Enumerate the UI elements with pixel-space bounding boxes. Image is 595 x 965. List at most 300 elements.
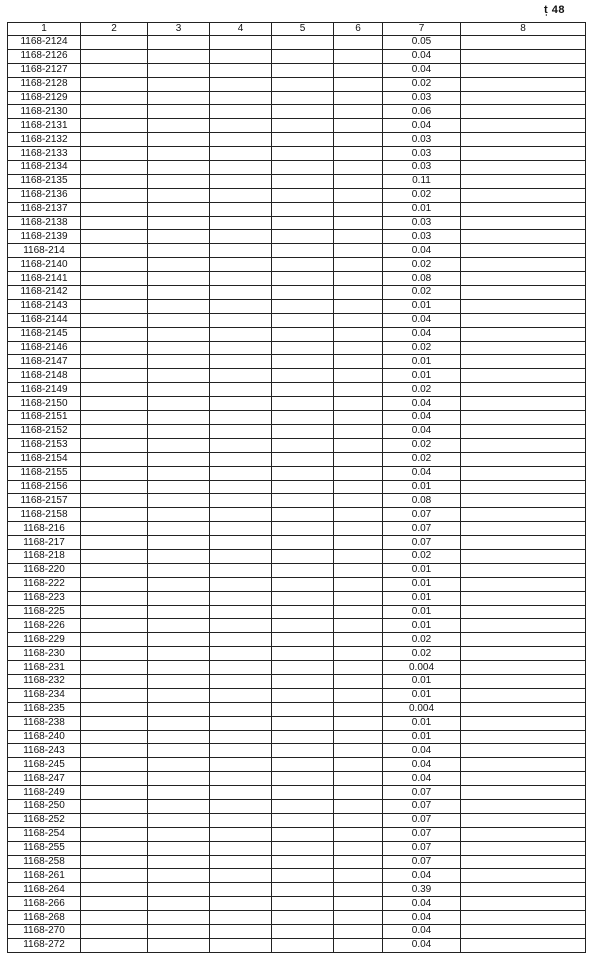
row-id-cell: 1168-2151 [8, 411, 81, 425]
empty-cell [334, 591, 383, 605]
column-header: 6 [334, 23, 383, 36]
column-header: 4 [210, 23, 272, 36]
empty-cell [334, 841, 383, 855]
empty-cell [334, 827, 383, 841]
table-row [8, 605, 586, 619]
empty-cell [272, 786, 334, 800]
empty-cell [210, 869, 272, 883]
row-id-cell: 1168-243 [8, 744, 81, 758]
empty-cell [334, 897, 383, 911]
empty-cell [210, 369, 272, 383]
empty-cell [210, 341, 272, 355]
empty-cell [210, 841, 272, 855]
empty-cell [334, 772, 383, 786]
empty-cell [210, 174, 272, 188]
empty-cell [148, 786, 210, 800]
empty-cell [81, 230, 148, 244]
row-value-cell: 0.02 [383, 438, 461, 452]
empty-cell [461, 855, 586, 869]
empty-cell [148, 286, 210, 300]
empty-cell [461, 244, 586, 258]
header-row [8, 23, 586, 36]
empty-cell [210, 577, 272, 591]
table-row [8, 119, 586, 133]
empty-cell [461, 341, 586, 355]
empty-cell [148, 133, 210, 147]
empty-cell [81, 133, 148, 147]
empty-cell [461, 661, 586, 675]
row-id-cell: 1168-270 [8, 925, 81, 939]
empty-cell [148, 161, 210, 175]
empty-cell [81, 563, 148, 577]
empty-cell [461, 188, 586, 202]
empty-cell [210, 49, 272, 63]
empty-cell [148, 424, 210, 438]
row-id-cell: 1168-261 [8, 869, 81, 883]
row-value-cell: 0.02 [383, 258, 461, 272]
empty-cell [272, 633, 334, 647]
empty-cell [81, 452, 148, 466]
row-value-cell: 0.02 [383, 633, 461, 647]
table-row [8, 716, 586, 730]
row-value-cell: 0.07 [383, 799, 461, 813]
empty-cell [210, 730, 272, 744]
table-row [8, 466, 586, 480]
empty-cell [81, 647, 148, 661]
empty-cell [272, 688, 334, 702]
row-id-cell: 1168-268 [8, 911, 81, 925]
empty-cell [272, 730, 334, 744]
row-id-cell: 1168-2154 [8, 452, 81, 466]
empty-cell [210, 786, 272, 800]
empty-cell [461, 799, 586, 813]
empty-cell [210, 397, 272, 411]
row-id-cell: 1168-222 [8, 577, 81, 591]
row-value-cell: 0.04 [383, 63, 461, 77]
empty-cell [334, 258, 383, 272]
row-value-cell: 0.03 [383, 216, 461, 230]
empty-cell [334, 411, 383, 425]
empty-cell [210, 36, 272, 50]
empty-cell [210, 133, 272, 147]
empty-cell [81, 188, 148, 202]
table-row [8, 744, 586, 758]
table-row [8, 272, 586, 286]
row-id-cell: 1168-231 [8, 661, 81, 675]
ledger-table [7, 22, 586, 953]
empty-cell [148, 91, 210, 105]
page-number: t̩ 48 [544, 4, 565, 16]
empty-cell [334, 855, 383, 869]
empty-cell [272, 244, 334, 258]
row-id-cell: 1168-223 [8, 591, 81, 605]
empty-cell [148, 397, 210, 411]
row-value-cell: 0.08 [383, 494, 461, 508]
table-row [8, 883, 586, 897]
empty-cell [210, 813, 272, 827]
row-value-cell: 0.01 [383, 716, 461, 730]
row-id-cell: 1168-217 [8, 536, 81, 550]
empty-cell [81, 119, 148, 133]
empty-cell [461, 147, 586, 161]
table-row [8, 869, 586, 883]
empty-cell [272, 313, 334, 327]
row-value-cell: 0.06 [383, 105, 461, 119]
row-id-cell: 1168-2133 [8, 147, 81, 161]
empty-cell [81, 36, 148, 50]
row-id-cell: 1168-2149 [8, 383, 81, 397]
row-value-cell: 0.01 [383, 355, 461, 369]
empty-cell [81, 869, 148, 883]
row-id-cell: 1168-2146 [8, 341, 81, 355]
row-value-cell: 0.03 [383, 133, 461, 147]
empty-cell [210, 508, 272, 522]
empty-cell [81, 799, 148, 813]
empty-cell [272, 161, 334, 175]
table-row [8, 772, 586, 786]
empty-cell [148, 855, 210, 869]
empty-cell [272, 855, 334, 869]
empty-cell [334, 925, 383, 939]
row-value-cell: 0.07 [383, 813, 461, 827]
empty-cell [210, 466, 272, 480]
empty-cell [334, 716, 383, 730]
row-id-cell: 1168-250 [8, 799, 81, 813]
empty-cell [272, 522, 334, 536]
table-row [8, 799, 586, 813]
empty-cell [210, 63, 272, 77]
empty-cell [461, 674, 586, 688]
row-id-cell: 1168-2139 [8, 230, 81, 244]
table-row [8, 452, 586, 466]
empty-cell [210, 702, 272, 716]
empty-cell [148, 327, 210, 341]
empty-cell [272, 661, 334, 675]
empty-cell [81, 438, 148, 452]
row-id-cell: 1168-226 [8, 619, 81, 633]
empty-cell [148, 591, 210, 605]
row-id-cell: 1168-234 [8, 688, 81, 702]
empty-cell [272, 925, 334, 939]
empty-cell [210, 522, 272, 536]
empty-cell [148, 577, 210, 591]
empty-cell [461, 452, 586, 466]
empty-cell [81, 77, 148, 91]
empty-cell [210, 799, 272, 813]
empty-cell [148, 883, 210, 897]
empty-cell [272, 702, 334, 716]
row-id-cell: 1168-2127 [8, 63, 81, 77]
row-value-cell: 0.01 [383, 563, 461, 577]
empty-cell [210, 619, 272, 633]
empty-cell [461, 925, 586, 939]
row-id-cell: 1168-214 [8, 244, 81, 258]
empty-cell [210, 716, 272, 730]
empty-cell [334, 383, 383, 397]
empty-cell [148, 549, 210, 563]
row-value-cell: 0.04 [383, 938, 461, 952]
row-value-cell: 0.04 [383, 411, 461, 425]
table-row [8, 133, 586, 147]
column-header: 8 [461, 23, 586, 36]
empty-cell [148, 313, 210, 327]
row-id-cell: 1168-238 [8, 716, 81, 730]
empty-cell [272, 91, 334, 105]
empty-cell [272, 147, 334, 161]
empty-cell [272, 299, 334, 313]
empty-cell [148, 355, 210, 369]
empty-cell [272, 119, 334, 133]
row-value-cell: 0.01 [383, 688, 461, 702]
row-value-cell: 0.01 [383, 619, 461, 633]
empty-cell [461, 508, 586, 522]
empty-cell [210, 674, 272, 688]
empty-cell [81, 813, 148, 827]
table-row [8, 661, 586, 675]
empty-cell [148, 841, 210, 855]
empty-cell [461, 299, 586, 313]
empty-cell [272, 369, 334, 383]
empty-cell [210, 161, 272, 175]
row-value-cell: 0.39 [383, 883, 461, 897]
empty-cell [272, 480, 334, 494]
empty-cell [148, 925, 210, 939]
empty-cell [81, 758, 148, 772]
row-value-cell: 0.03 [383, 91, 461, 105]
empty-cell [334, 688, 383, 702]
empty-cell [272, 355, 334, 369]
empty-cell [461, 49, 586, 63]
empty-cell [148, 647, 210, 661]
empty-cell [272, 813, 334, 827]
empty-cell [210, 744, 272, 758]
row-value-cell: 0.02 [383, 77, 461, 91]
empty-cell [334, 702, 383, 716]
column-header: 5 [272, 23, 334, 36]
empty-cell [148, 452, 210, 466]
empty-cell [210, 563, 272, 577]
table-row [8, 897, 586, 911]
row-id-cell: 1168-2157 [8, 494, 81, 508]
empty-cell [272, 619, 334, 633]
row-id-cell: 1168-2129 [8, 91, 81, 105]
empty-cell [334, 730, 383, 744]
empty-cell [334, 674, 383, 688]
empty-cell [334, 188, 383, 202]
table-row [8, 702, 586, 716]
row-id-cell: 1168-218 [8, 549, 81, 563]
empty-cell [461, 286, 586, 300]
table-row [8, 91, 586, 105]
empty-cell [461, 730, 586, 744]
empty-cell [148, 730, 210, 744]
empty-cell [461, 397, 586, 411]
row-id-cell: 1168-232 [8, 674, 81, 688]
empty-cell [148, 508, 210, 522]
empty-cell [272, 563, 334, 577]
empty-cell [272, 383, 334, 397]
empty-cell [148, 897, 210, 911]
empty-cell [81, 619, 148, 633]
empty-cell [334, 299, 383, 313]
empty-cell [148, 772, 210, 786]
empty-cell [210, 91, 272, 105]
row-value-cell: 0.04 [383, 744, 461, 758]
empty-cell [272, 549, 334, 563]
empty-cell [81, 841, 148, 855]
empty-cell [148, 36, 210, 50]
table-row [8, 397, 586, 411]
empty-cell [81, 174, 148, 188]
row-id-cell: 1168-220 [8, 563, 81, 577]
empty-cell [148, 744, 210, 758]
empty-cell [210, 536, 272, 550]
empty-cell [81, 411, 148, 425]
empty-cell [272, 647, 334, 661]
row-id-cell: 1168-2143 [8, 299, 81, 313]
row-value-cell: 0.04 [383, 772, 461, 786]
empty-cell [334, 147, 383, 161]
empty-cell [461, 688, 586, 702]
table-row [8, 188, 586, 202]
empty-cell [461, 758, 586, 772]
empty-cell [272, 63, 334, 77]
empty-cell [272, 869, 334, 883]
empty-cell [272, 133, 334, 147]
row-value-cell: 0.01 [383, 591, 461, 605]
empty-cell [461, 91, 586, 105]
empty-cell [148, 119, 210, 133]
row-id-cell: 1168-2138 [8, 216, 81, 230]
empty-cell [334, 438, 383, 452]
table-row [8, 494, 586, 508]
empty-cell [461, 411, 586, 425]
table-body [8, 36, 586, 953]
empty-cell [461, 119, 586, 133]
empty-cell [81, 244, 148, 258]
empty-cell [272, 327, 334, 341]
empty-cell [81, 786, 148, 800]
empty-cell [210, 452, 272, 466]
empty-cell [461, 480, 586, 494]
empty-cell [272, 258, 334, 272]
empty-cell [210, 772, 272, 786]
empty-cell [81, 424, 148, 438]
table-row [8, 633, 586, 647]
empty-cell [81, 494, 148, 508]
column-header: 3 [148, 23, 210, 36]
row-value-cell: 0.04 [383, 925, 461, 939]
row-value-cell: 0.07 [383, 827, 461, 841]
empty-cell [210, 438, 272, 452]
empty-cell [334, 577, 383, 591]
empty-cell [210, 758, 272, 772]
empty-cell [210, 272, 272, 286]
row-id-cell: 1168-2137 [8, 202, 81, 216]
empty-cell [210, 883, 272, 897]
empty-cell [461, 577, 586, 591]
empty-cell [334, 522, 383, 536]
row-id-cell: 1168-229 [8, 633, 81, 647]
row-id-cell: 1168-240 [8, 730, 81, 744]
empty-cell [334, 799, 383, 813]
empty-cell [81, 730, 148, 744]
row-id-cell: 1168-2156 [8, 480, 81, 494]
table-row [8, 341, 586, 355]
table-row [8, 161, 586, 175]
table-row [8, 216, 586, 230]
empty-cell [461, 313, 586, 327]
table-row [8, 591, 586, 605]
empty-cell [210, 188, 272, 202]
empty-cell [210, 244, 272, 258]
empty-cell [334, 133, 383, 147]
empty-cell [210, 591, 272, 605]
empty-cell [461, 702, 586, 716]
empty-cell [461, 605, 586, 619]
empty-cell [272, 508, 334, 522]
empty-cell [81, 536, 148, 550]
empty-cell [210, 424, 272, 438]
row-id-cell: 1168-235 [8, 702, 81, 716]
row-id-cell: 1168-2141 [8, 272, 81, 286]
row-id-cell: 1168-258 [8, 855, 81, 869]
empty-cell [210, 494, 272, 508]
empty-cell [210, 77, 272, 91]
table-row [8, 674, 586, 688]
empty-cell [272, 494, 334, 508]
row-value-cell: 0.02 [383, 341, 461, 355]
empty-cell [461, 813, 586, 827]
empty-cell [81, 49, 148, 63]
empty-cell [81, 897, 148, 911]
empty-cell [81, 161, 148, 175]
empty-cell [272, 605, 334, 619]
empty-cell [272, 424, 334, 438]
empty-cell [148, 188, 210, 202]
empty-cell [334, 105, 383, 119]
empty-cell [461, 216, 586, 230]
empty-cell [81, 633, 148, 647]
empty-cell [81, 327, 148, 341]
empty-cell [461, 536, 586, 550]
table-row [8, 327, 586, 341]
empty-cell [210, 105, 272, 119]
empty-cell [272, 466, 334, 480]
table-row [8, 286, 586, 300]
table-row [8, 813, 586, 827]
table-row [8, 313, 586, 327]
empty-cell [334, 647, 383, 661]
row-value-cell: 0.01 [383, 480, 461, 494]
empty-cell [81, 91, 148, 105]
empty-cell [334, 63, 383, 77]
table-row [8, 536, 586, 550]
row-id-cell: 1168-2128 [8, 77, 81, 91]
empty-cell [272, 397, 334, 411]
empty-cell [81, 299, 148, 313]
table-row [8, 549, 586, 563]
table-row [8, 827, 586, 841]
empty-cell [81, 661, 148, 675]
empty-cell [461, 786, 586, 800]
table-row [8, 480, 586, 494]
empty-cell [148, 230, 210, 244]
row-id-cell: 1168-230 [8, 647, 81, 661]
empty-cell [334, 49, 383, 63]
empty-cell [334, 661, 383, 675]
row-id-cell: 1168-225 [8, 605, 81, 619]
